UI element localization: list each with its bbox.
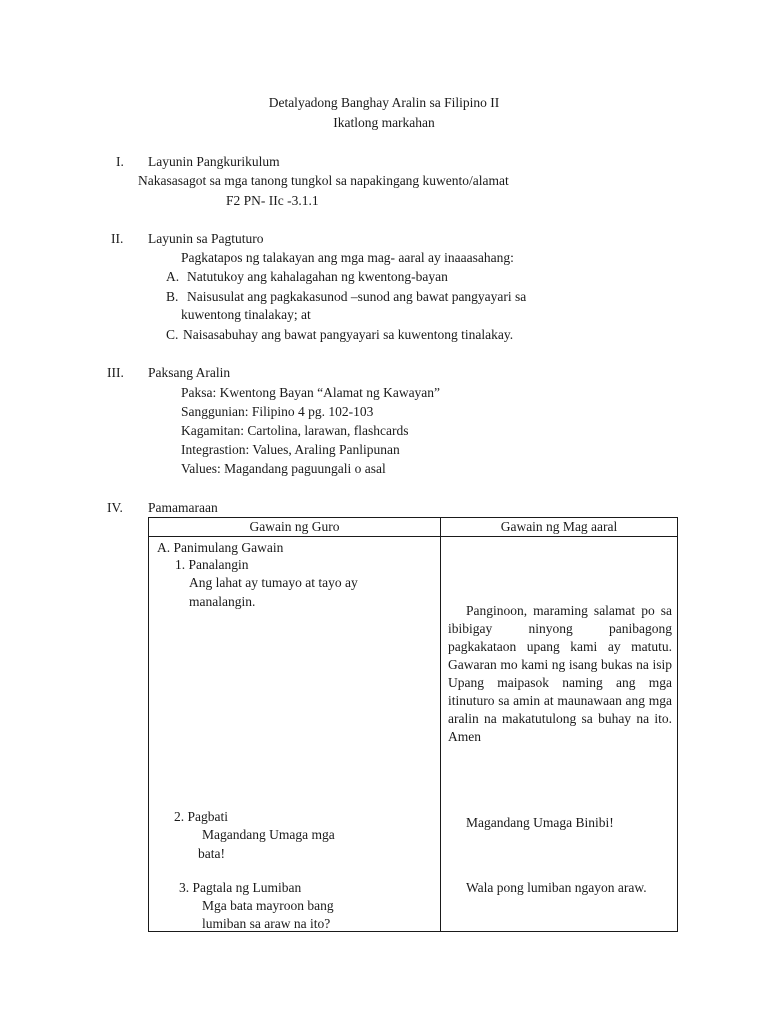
step-1-teacher-line-1: Ang lahat ay tumayo at tayo ay <box>189 575 358 590</box>
step-1-label: 1. Panalangin <box>175 557 249 572</box>
table-row <box>149 537 678 932</box>
step-3-teacher-line-1: Mga bata mayroon bang <box>202 898 334 913</box>
step-2-teacher-line-2: bata! <box>198 846 225 861</box>
part-a-heading: A. Panimulang Gawain <box>157 540 284 555</box>
teacher-activities-cell <box>149 537 441 932</box>
section-2-numeral: II. <box>111 231 124 246</box>
section-4-heading: Pamamaraan <box>148 500 218 515</box>
section-1-objective: Nakasasagot sa mga tanong tungkol sa napakingang kuwento/alamat <box>138 173 509 188</box>
objective-c-letter: C. <box>166 327 179 342</box>
table-header-row <box>149 518 678 537</box>
section-4-numeral: IV. <box>107 500 123 515</box>
step-2-teacher-line-1: Magandang Umaga mga <box>202 827 335 842</box>
topic-line: Paksa: Kwentong Bayan “Alamat ng Kawayan” <box>181 385 441 400</box>
section-2-intro: Pagkatapos ng talakayan ang mga mag- aaral ay inaaasahang: <box>181 250 514 265</box>
objective-a-letter: A. <box>166 269 180 284</box>
objective-b-letter: B. <box>166 289 179 304</box>
section-1-heading: Layunin Pangkurikulum <box>148 154 280 169</box>
greeting-response: Magandang Umaga Binibi! <box>466 815 614 830</box>
values-line: Values: Magandang paguungali o asal <box>181 461 386 476</box>
section-2-heading: Layunin sa Pagtuturo <box>148 231 264 246</box>
student-activities-cell <box>441 537 678 932</box>
reference-line: Sanggunian: Filipino 4 pg. 102-103 <box>181 404 374 419</box>
integration-line: Integrastion: Values, Araling Panlipunan <box>181 442 400 457</box>
objective-b-text: Naisusulat ang pagkakasunod –sunod ang bawat pangyayari sa <box>187 289 527 304</box>
objective-b-continuation: kuwentong tinalakay; at <box>181 307 311 322</box>
objective-c-text: Naisasabuhay ang bawat pangyayari sa kuwentong tinalakay. <box>183 327 514 342</box>
section-3-heading: Paksang Aralin <box>148 365 231 380</box>
document-subtitle: Ikatlong markahan <box>333 115 435 130</box>
document-title: Detalyadong Banghay Aralin sa Filipino II <box>268 95 500 110</box>
section-1-code: F2 PN- IIc -3.1.1 <box>226 193 319 208</box>
prayer-response: Panginoon, maraming salamat po sa ibibigay ninyong panibagong pagkakataon upang kami ay matutu. Gawaran mo kami ng isang bukas na isip Upang maipasok naming ang mga itinuturo sa amin at maunawaan ang mga aralin na makatutulong sa buhay na ito. Amen <box>448 603 672 744</box>
materials-line: Kagamitan: Cartolina, larawan, flashcards <box>181 423 409 438</box>
objective-a-text: Natutukoy ang kahalagahan ng kwentong-bayan <box>187 269 448 284</box>
teacher-column-header: Gawain ng Guro <box>149 518 441 537</box>
step-3-teacher-line-2: lumiban sa araw na ito? <box>202 916 331 931</box>
step-3-label: 3. Pagtala ng Lumiban <box>179 880 302 895</box>
procedure-table <box>148 517 678 932</box>
step-1-teacher-line-2: manalangin. <box>189 594 256 609</box>
section-1-numeral: I. <box>116 154 124 169</box>
step-2-label: 2. Pagbati <box>174 809 228 824</box>
section-3-numeral: III. <box>107 365 124 380</box>
attendance-response: Wala pong lumiban ngayon araw. <box>466 880 647 895</box>
student-column-header: Gawain ng Mag aaral <box>441 518 678 537</box>
